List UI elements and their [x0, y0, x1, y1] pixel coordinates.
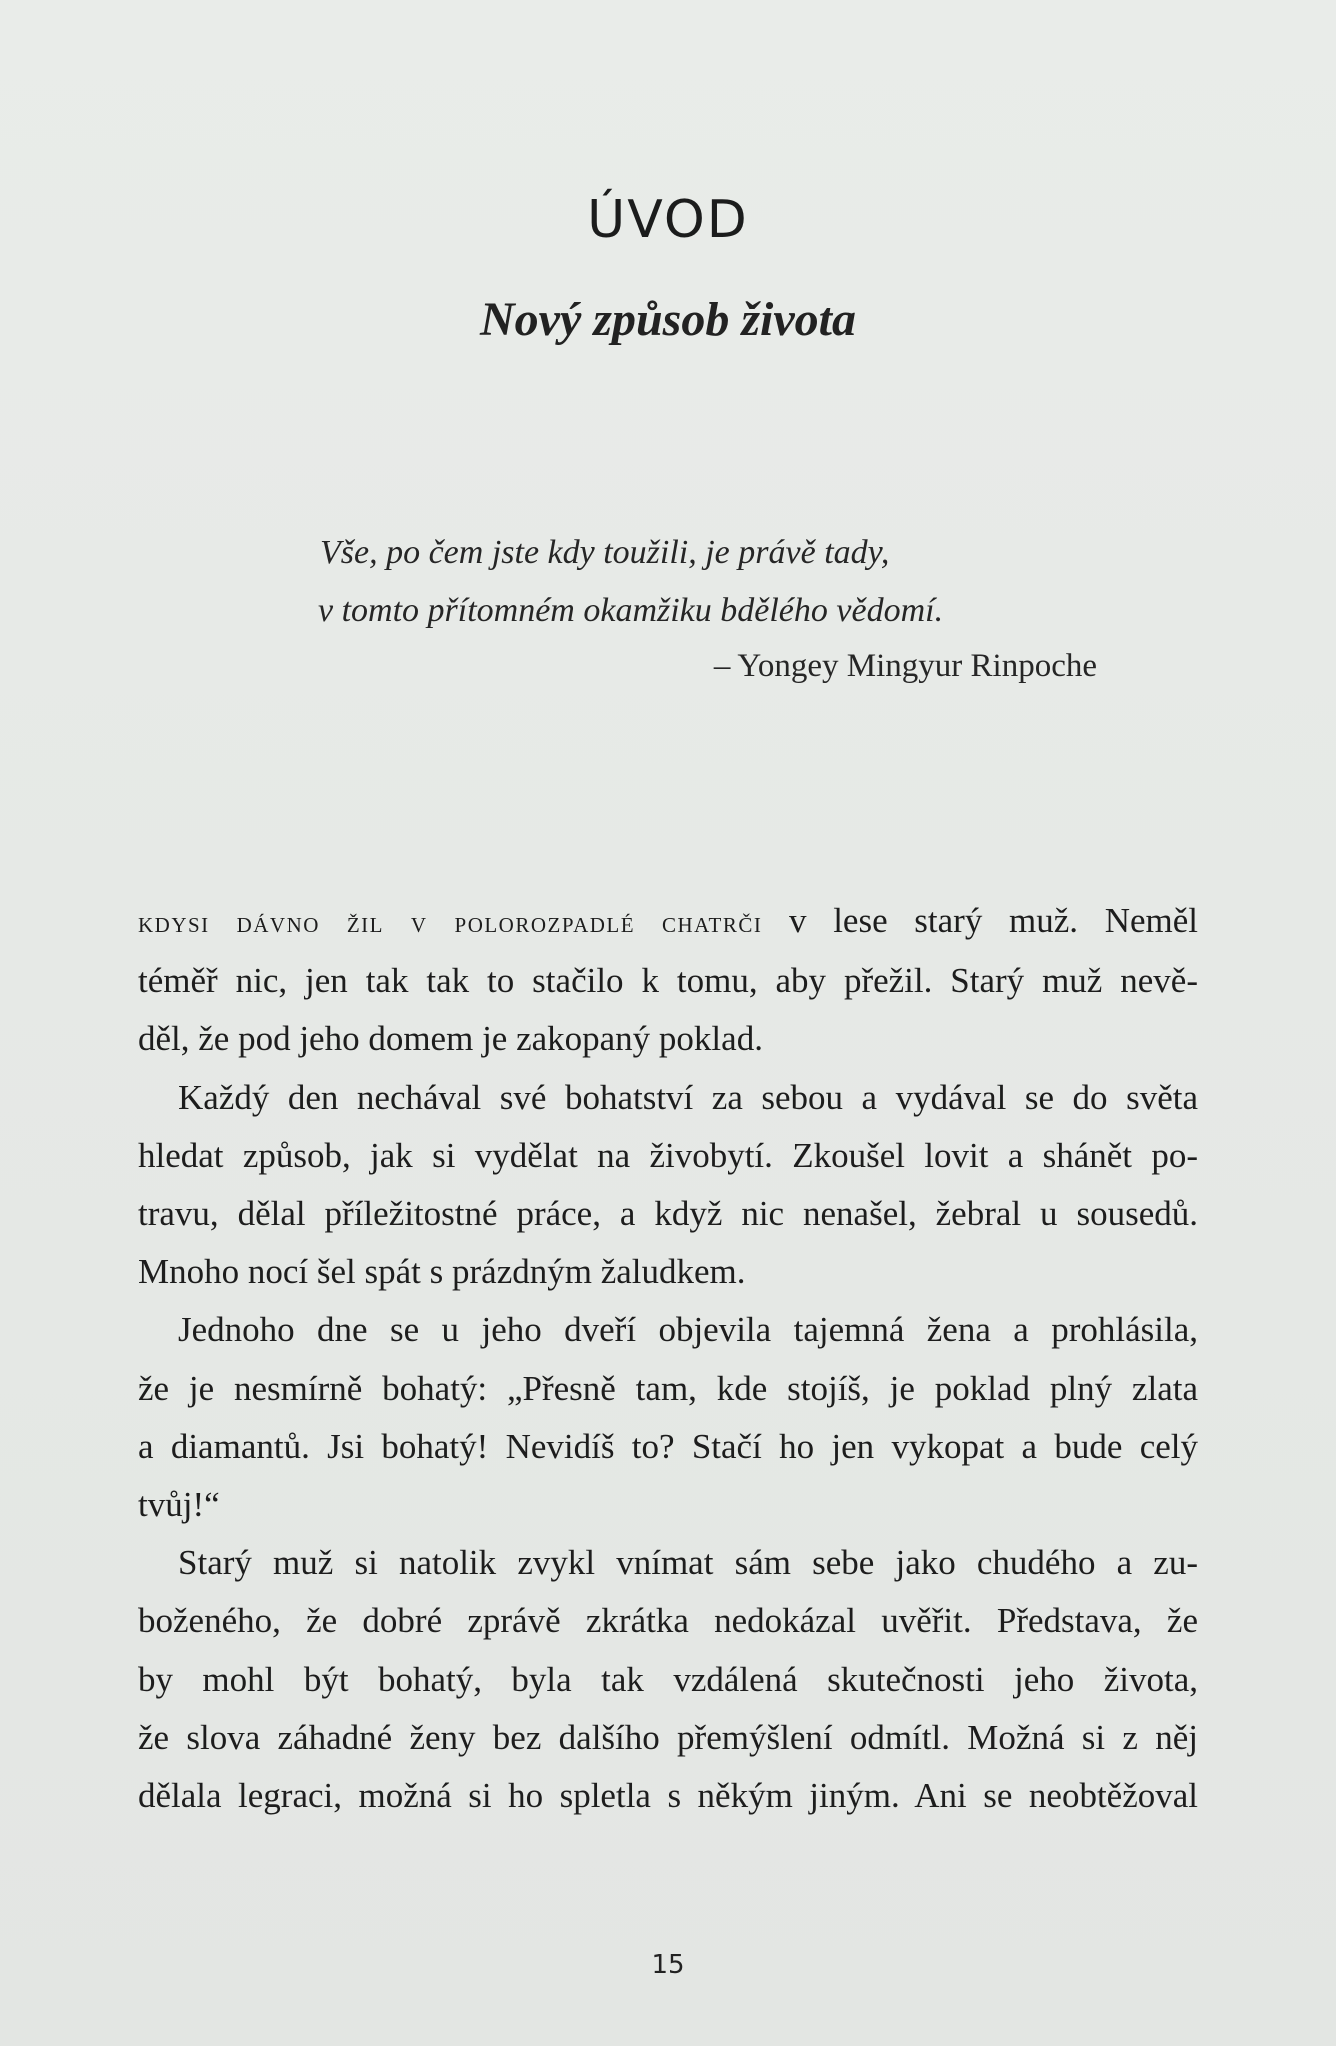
epigraph-line: v tomto přítomném okamžiku bdělého vědomí.	[318, 592, 944, 629]
lead-in-smallcaps: kdysi dávno žil v polorozpadlé chatrči	[138, 906, 763, 939]
paragraph-4	[138, 1534, 1198, 1825]
body-line	[138, 892, 1198, 952]
body-line: boženého, že dobré zprávě zkrátka nedokázal uvěřit. Představa, že	[138, 1601, 1198, 1641]
body-line: Jednoho dne se u jeho dveří objevila tajemná žena a prohlásila,	[178, 1310, 1198, 1350]
body-line: travu, dělal příležitostné práce, a když nic nenašel, žebral u sousedů.	[138, 1194, 1198, 1234]
epigraph-author: – Yongey Mingyur Rinpoche	[713, 648, 1097, 684]
body-line: a diamantů. Jsi bohatý! Nevidíš to? Stačí ho jen vykopat a bude celý	[138, 1426, 1198, 1466]
paragraph-2	[138, 1069, 1198, 1302]
body-line: že je nesmírně bohatý: „Přesně tam, kde stojíš, je poklad plný zlata	[138, 1368, 1198, 1408]
body-line: Každý den nechával své bohatství za sebou a vydával se do světa	[178, 1077, 1198, 1117]
body-line: dělala legraci, možná si ho spletla s někým jiným. Ani se neobtěžoval	[138, 1776, 1198, 1816]
body-line: hledat způsob, jak si vydělat na živobytí. Zkoušel lovit a shánět po-	[138, 1135, 1198, 1175]
body-line: Starý muž si natolik zvykl vnímat sám sebe jako chudého a zu-	[178, 1543, 1198, 1583]
paragraph-3	[138, 1301, 1198, 1534]
body-line: Mnoho nocí šel spát s prázdným žaludkem.	[138, 1252, 746, 1292]
body-line: děl, že pod jeho domem je zakopaný poklad.	[138, 1019, 763, 1059]
chapter-subtitle: Nový způsob života	[480, 293, 856, 346]
body-line: by mohl být bohatý, byla tak vzdálená skutečnosti jeho života,	[138, 1659, 1198, 1699]
body-line-rest: v lese starý muž. Neměl	[762, 901, 1198, 940]
epigraph	[320, 524, 1120, 640]
epigraph-line: Vše, po čem jste kdy toužili, je právě tady,	[320, 534, 890, 571]
chapter-title: ÚVOD	[587, 190, 749, 250]
body-text	[138, 892, 1198, 1825]
body-line: téměř nic, jen tak tak to stačilo k tomu, aby přežil. Starý muž nevě-	[138, 961, 1198, 1001]
paragraph-1	[138, 892, 1198, 1069]
body-line: tvůj!“	[138, 1485, 220, 1525]
body-line: že slova záhadné ženy bez dalšího přemýšlení odmítl. Možná si z něj	[138, 1717, 1198, 1757]
page-number: 15	[651, 1950, 685, 1980]
